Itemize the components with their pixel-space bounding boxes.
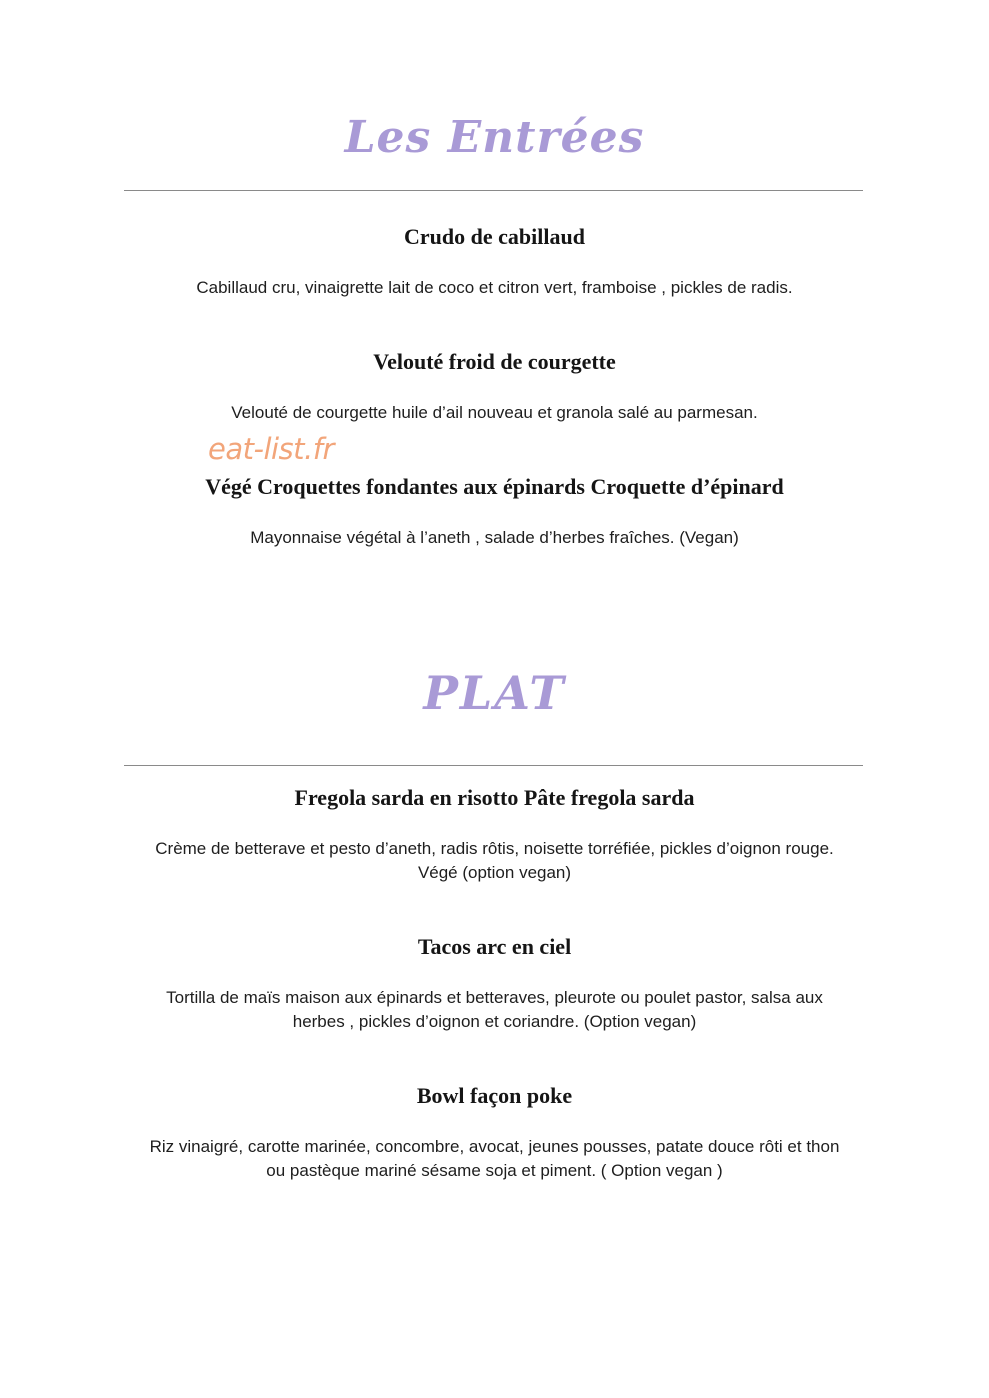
dish-description-line: Tortilla de maïs maison aux épinards et betteraves, pleurote ou poulet pastor, salsa aux [166, 988, 823, 1007]
dish-name: Végé Croquettes fondantes aux épinards Croquette d’épinard [205, 474, 784, 499]
dish-description: Cabillaud cru, vinaigrette lait de coco et citron vert, framboise , pickles de radis. [196, 278, 793, 297]
dish-description: Mayonnaise végétal à l’aneth , salade d’herbes fraîches. (Vegan) [250, 528, 739, 547]
dish-description-line: Crème de betterave et pesto d’aneth, radis rôtis, noisette torréfiée, pickles d’oignon rouge. [155, 839, 834, 858]
dish-name: Bowl façon poke [416, 1083, 573, 1108]
dish-description: Velouté de courgette huile d’ail nouveau et granola salé au parmesan. [231, 403, 758, 422]
dish-description-line: ou pastèque mariné sésame soja et piment. ( Option vegan ) [266, 1161, 723, 1180]
dish-description [110, 986, 879, 1034]
dish-description [110, 1135, 879, 1183]
dish-description-line: Riz vinaigré, carotte marinée, concombre, avocat, jeunes pousses, patate douce rôti et thon [149, 1137, 840, 1156]
section-title-entrees: Les Entrées [344, 112, 645, 163]
dish-name: Velouté froid de courgette [373, 349, 616, 374]
dish-name: Tacos arc en ciel [417, 934, 572, 959]
divider [124, 765, 863, 766]
dish-description-line: Végé (option vegan) [417, 863, 572, 882]
divider [124, 190, 863, 191]
dish-name: Crudo de cabillaud [404, 224, 585, 249]
dish-description [110, 837, 879, 885]
section-title-plat: PLAT [423, 666, 566, 720]
watermark: eat-list.fr [208, 432, 334, 466]
dish-name: Fregola sarda en risotto Pâte fregola sarda [294, 785, 695, 810]
dish-description-line: herbes , pickles d’oignon et coriandre. (Option vegan) [292, 1012, 697, 1031]
